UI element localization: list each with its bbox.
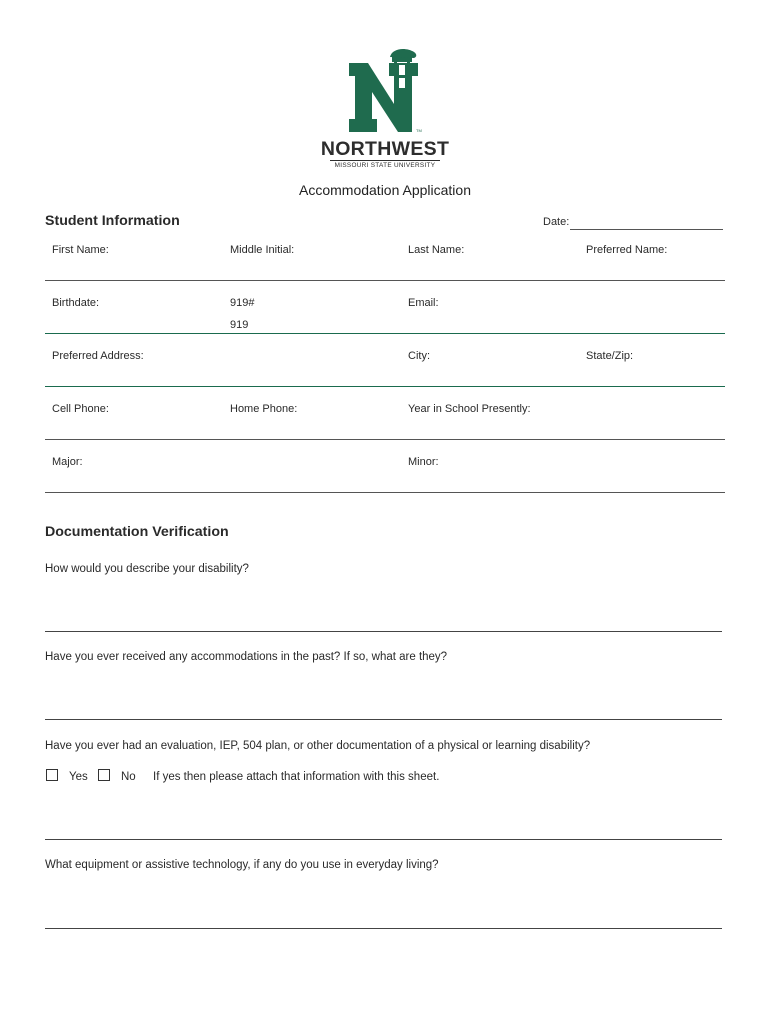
state-zip-label[interactable]: State/Zip:: [586, 350, 634, 362]
yes-checkbox[interactable]: [46, 769, 58, 781]
row-divider: [45, 333, 725, 334]
answer-line-disability[interactable]: [45, 631, 722, 632]
answer-line-accommodations[interactable]: [45, 719, 722, 720]
birthdate-label[interactable]: Birthdate:: [52, 297, 100, 309]
northwest-logo: [346, 48, 424, 134]
year-in-school-label[interactable]: Year in School Presently:: [408, 403, 531, 415]
first-name-label[interactable]: First Name:: [52, 244, 109, 256]
bearcat-n-icon: [346, 48, 424, 134]
minor-label[interactable]: Minor:: [408, 456, 439, 468]
last-name-label[interactable]: Last Name:: [408, 244, 465, 256]
university-name: NORTHWEST: [320, 138, 450, 160]
major-label[interactable]: Major:: [52, 456, 83, 468]
row-divider: [45, 492, 725, 493]
middle-initial-label[interactable]: Middle Initial:: [230, 244, 295, 256]
university-subtitle: MISSOURI STATE UNIVERSITY: [334, 162, 436, 169]
email-label[interactable]: Email:: [408, 297, 439, 309]
no-checkbox[interactable]: [98, 769, 110, 781]
row-divider: [45, 439, 725, 440]
answer-line-assistive-technology[interactable]: [45, 928, 722, 929]
question-disability-description: How would you describe your disability?: [45, 563, 249, 575]
preferred-name-label[interactable]: Preferred Name:: [586, 244, 668, 256]
row-divider: [45, 386, 725, 387]
no-label: No: [121, 771, 136, 783]
document-title: Accommodation Application: [299, 182, 471, 198]
city-label[interactable]: City:: [408, 350, 430, 362]
919-number-value[interactable]: 919: [230, 319, 249, 331]
answer-line-evaluation[interactable]: [45, 839, 722, 840]
preferred-address-label[interactable]: Preferred Address:: [52, 350, 144, 362]
documentation-verification-heading: Documentation Verification: [45, 524, 229, 540]
yes-label: Yes: [69, 771, 88, 783]
question-evaluation: Have you ever had an evaluation, IEP, 504 plan, or other documentation of a physical or learning disability?: [45, 740, 591, 752]
svg-text:TM: TM: [416, 128, 422, 133]
university-wordmark: [300, 139, 470, 170]
date-label: Date:: [543, 216, 570, 228]
wordmark-divider: [330, 160, 440, 161]
question-assistive-technology: What equipment or assistive technology, if any do you use in everyday living?: [45, 859, 439, 871]
home-phone-label[interactable]: Home Phone:: [230, 403, 298, 415]
row-divider: [45, 280, 725, 281]
date-field[interactable]: [570, 229, 723, 230]
question-past-accommodations: Have you ever received any accommodations in the past? If so, what are they?: [45, 651, 448, 663]
919-number-label[interactable]: 919#: [230, 297, 255, 309]
attach-note: If yes then please attach that information with this sheet.: [153, 771, 440, 783]
cell-phone-label[interactable]: Cell Phone:: [52, 403, 109, 415]
student-information-heading: Student Information: [45, 213, 180, 229]
